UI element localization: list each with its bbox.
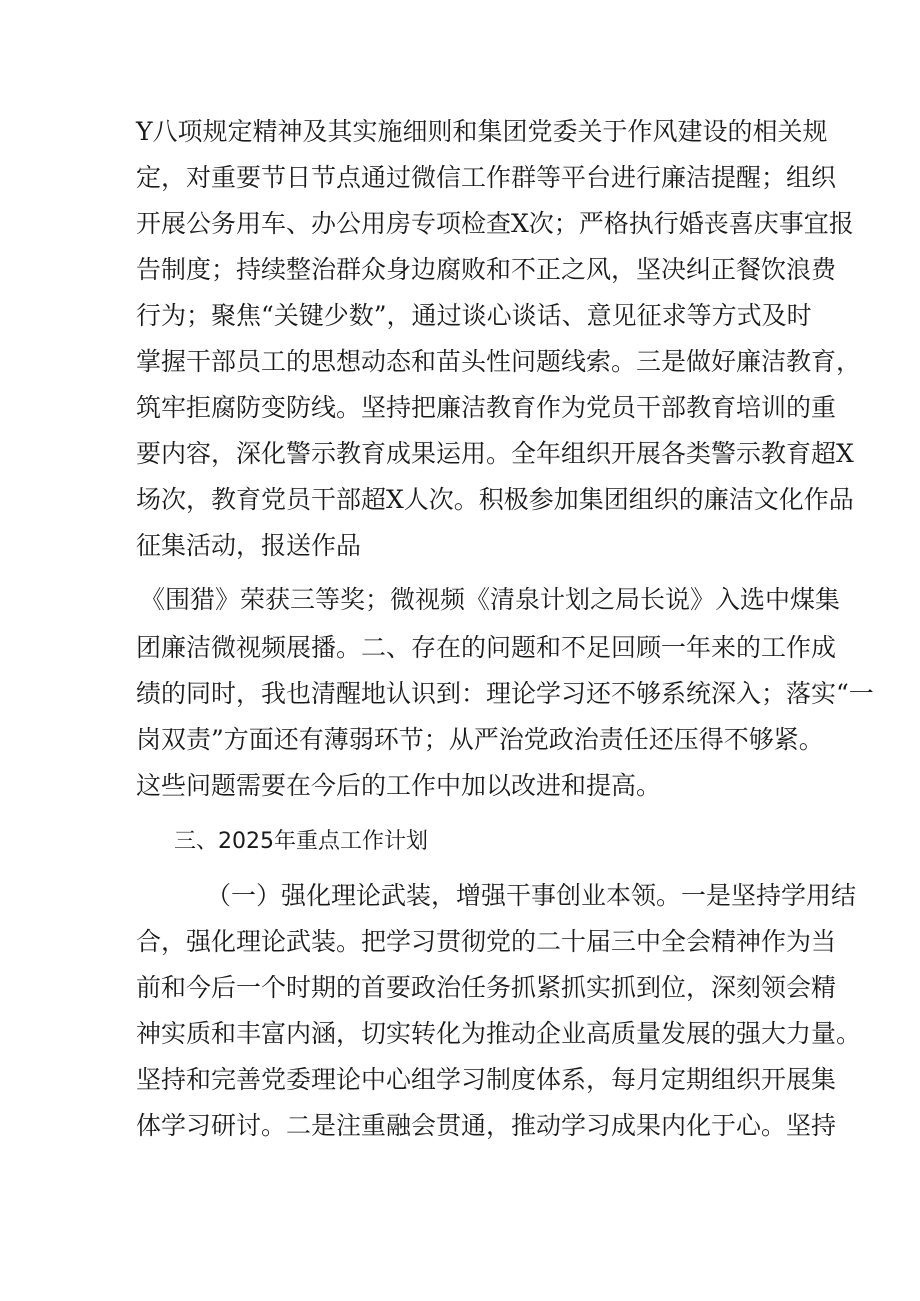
paragraph-3-line-3: 前和今后一个时期的首要政治任务抓紧抓实抓到位，深刻领会精 xyxy=(136,973,837,1002)
paragraph-1-line-10: 征集活动，报送作品 xyxy=(136,531,362,560)
paragraph-1-line-5: 行为；聚焦“关键少数”，通过谈心谈话、意见征求等方式及时 xyxy=(136,301,812,330)
paragraph-3-line-6: 体学习研讨。二是注重融会贯通，推动学习成果内化于心。坚持 xyxy=(136,1111,837,1140)
paragraph-3-line-1: （一）强化理论武装，增强干事创业本领。一是坚持学用结 xyxy=(206,881,857,910)
paragraph-1-line-6: 掌握干部员工的思想动态和苗头性问题线索。三是做好廉洁教育， xyxy=(136,347,862,376)
paragraph-2-line-3: 绩的同时，我也清醒地认识到：理论学习还不够系统深入；落实“一 xyxy=(136,679,874,708)
paragraph-1-line-3: 开展公务用车、办公用房专项检查X次；严格执行婚丧喜庆事宜报 xyxy=(136,209,854,238)
paragraph-2-line-2: 团廉洁微视频展播。二、存在的问题和不足回顾一年来的工作成 xyxy=(136,633,837,662)
paragraph-1-line-8: 要内容，深化警示教育成果运用。全年组织开展各类警示教育超X xyxy=(136,439,854,468)
paragraph-1-line-1: Y八项规定精神及其实施细则和集团党委关于作风建设的相关规 xyxy=(136,117,828,146)
paragraph-1-line-9: 场次，教育党员干部超X人次。积极参加集团组织的廉洁文化作品 xyxy=(136,485,854,514)
paragraph-2-line-4: 岗双责”方面还有薄弱环节；从严治党政治责任还压得不够紧。 xyxy=(136,725,824,754)
paragraph-1-line-2: 定，对重要节日节点通过微信工作群等平台进行廉洁提醒；组织 xyxy=(136,163,837,192)
section-heading: 三、2025年重点工作计划 xyxy=(174,829,428,854)
paragraph-3-line-2: 合，强化理论武装。把学习贯彻党的二十届三中全会精神作为当 xyxy=(136,927,837,956)
paragraph-1-line-7: 筑牢拒腐防变防线。坚持把廉洁教育作为党员干部教育培训的重 xyxy=(136,393,837,422)
paragraph-1-line-4: 告制度；持续整治群众身边腐败和不正之风，坚决纠正餐饮浪费 xyxy=(136,255,837,284)
paragraph-3-line-4: 神实质和丰富内涵，切实转化为推动企业高质量发展的强大力量。 xyxy=(136,1019,862,1048)
paragraph-2-line-1: 《围猎》荣获三等奖；微视频《清泉计划之局长说》入选中煤集 xyxy=(140,585,841,614)
paragraph-3-line-5: 坚持和完善党委理论中心组学习制度体系，每月定期组织开展集 xyxy=(136,1065,837,1094)
paragraph-2-line-5: 这些问题需要在今后的工作中加以改进和提高。 xyxy=(136,771,662,800)
